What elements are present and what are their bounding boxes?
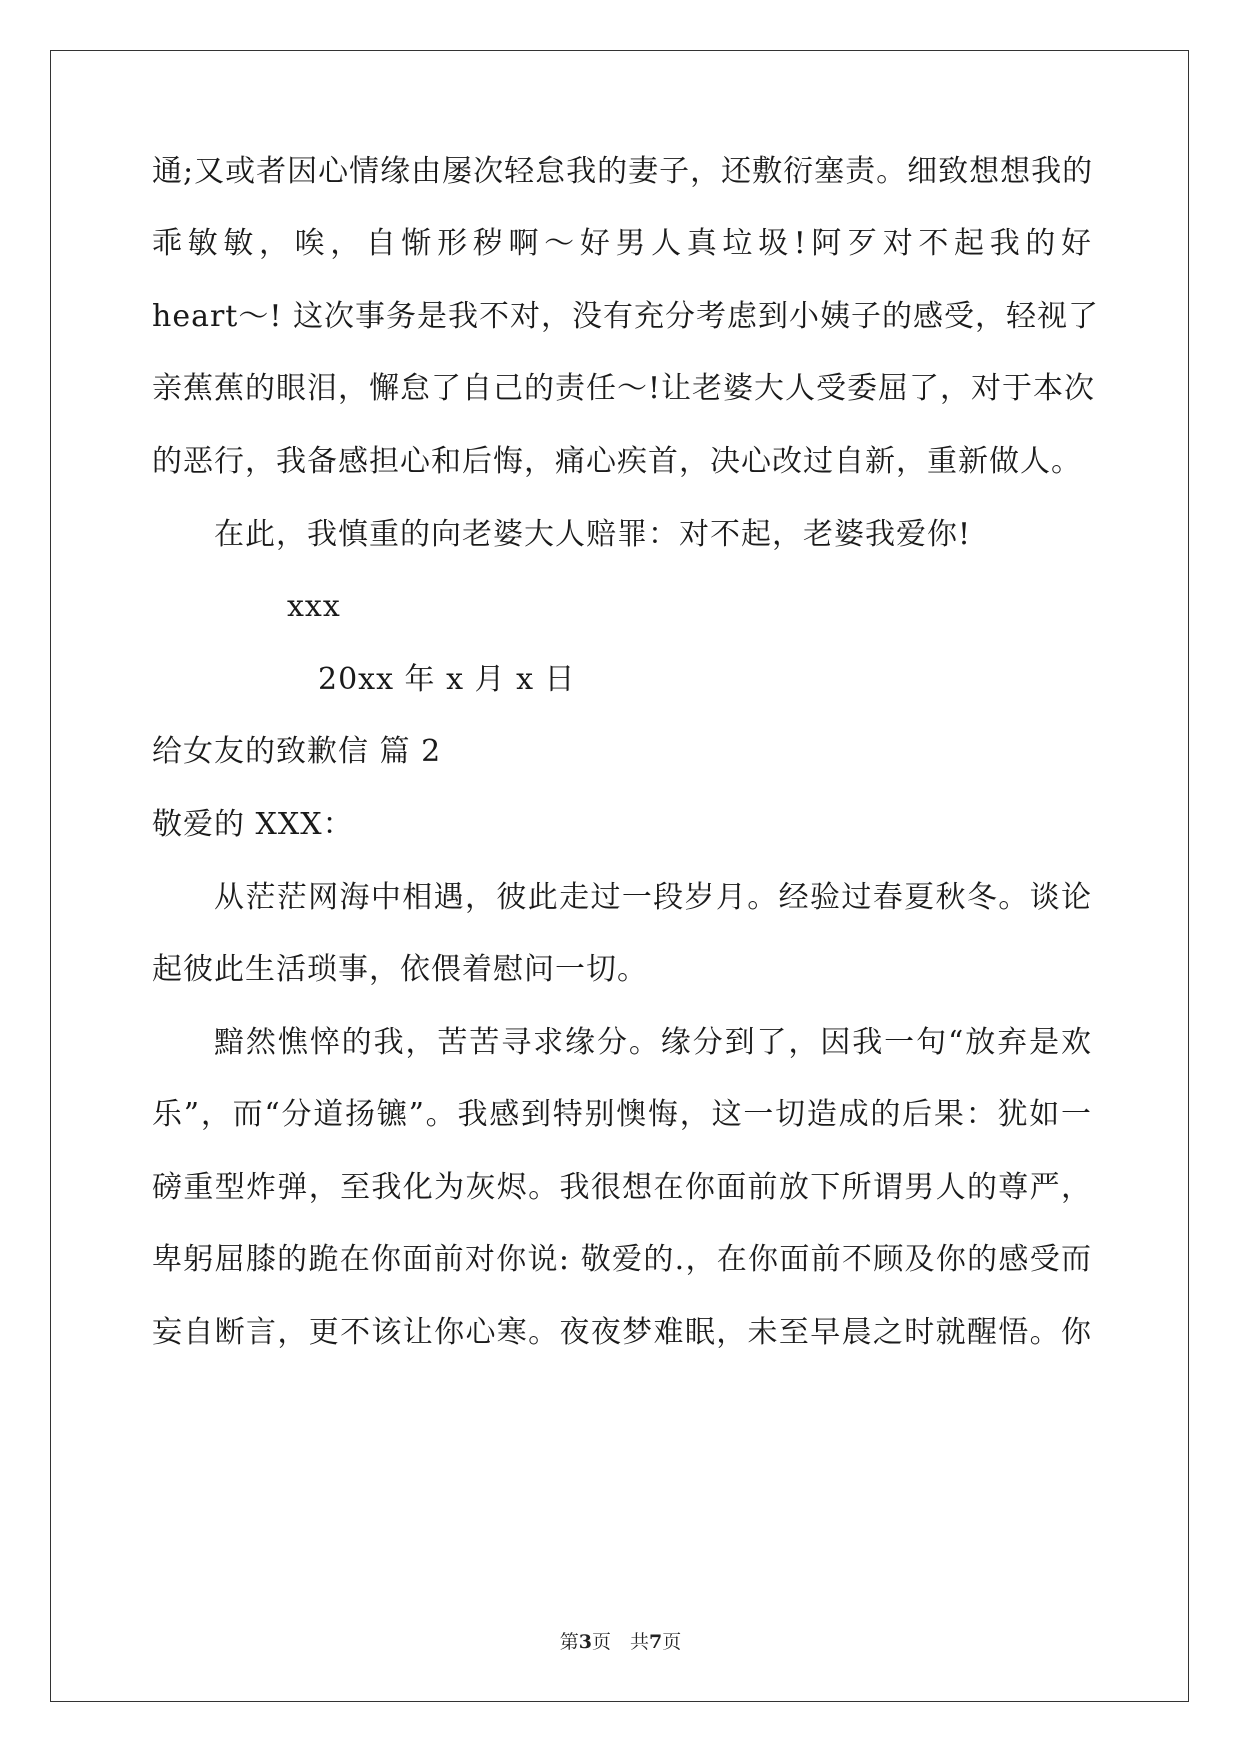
salutation: 敬爱的 XXX： [152,807,354,842]
paragraph-1-line-1: 从茫茫网海中相遇，彼此走过一段岁月。经验过春夏秋冬。谈论 [214,880,1092,915]
body-line-2: 乖敏敏，唉，自惭形秽啊～好男人真垃圾!阿歹对不起我的好 [152,226,1092,261]
footer-middle: 页 共 [591,1631,649,1653]
date: 20xx 年 x 月 x 日 [318,662,576,697]
body-line-3: heart～! 这次事务是我不对，没有充分考虑到小姨子的感受，轻视了 [152,299,1099,334]
page-footer [0,1630,1241,1654]
section-heading: 给女友的致歉信 篇 2 [152,734,442,769]
footer-prefix: 第 [559,1631,579,1653]
total-pages-number: 7 [649,1631,663,1653]
paragraph-2-line-4: 卑躬屈膝的跪在你面前对你说: 敬爱的.，在你面前不顾及你的感受而 [152,1242,1092,1277]
body-line-1: 通;又或者因心情缘由屡次轻怠我的妻子，还敷衍塞责。细致想想我的 [152,154,1094,189]
paragraph-2-line-1: 黯然憔悴的我，苦苦寻求缘分。缘分到了，因我一句“放弃是欢 [214,1025,1092,1060]
signature: xxx [287,589,341,624]
footer-suffix: 页 [662,1631,682,1653]
paragraph-2-line-2: 乐”，而“分道扬镳”。我感到特别懊悔，这一切造成的后果：犹如一 [152,1097,1092,1132]
body-line-4: 亲蕉蕉的眼泪，懈怠了自己的责任～!让老婆大人受委屈了，对于本次 [152,371,1096,406]
paragraph-1-line-2: 起彼此生活琐事，依偎着慰问一切。 [152,952,648,987]
current-page-number: 3 [578,1631,592,1653]
paragraph-2-line-3: 磅重型炸弹，至我化为灰烬。我很想在你面前放下所谓男人的尊严， [152,1170,1092,1205]
paragraph-2-line-5: 妄自断言，更不该让你心寒。夜夜梦难眠，未至早晨之时就醒悟。你 [152,1315,1092,1350]
body-line-5: 的恶行，我备感担心和后悔，痛心疾首，决心改过自新，重新做人。 [152,444,1082,479]
apology-sentence: 在此，我慎重的向老婆大人赔罪：对不起，老婆我爱你! [214,517,972,552]
